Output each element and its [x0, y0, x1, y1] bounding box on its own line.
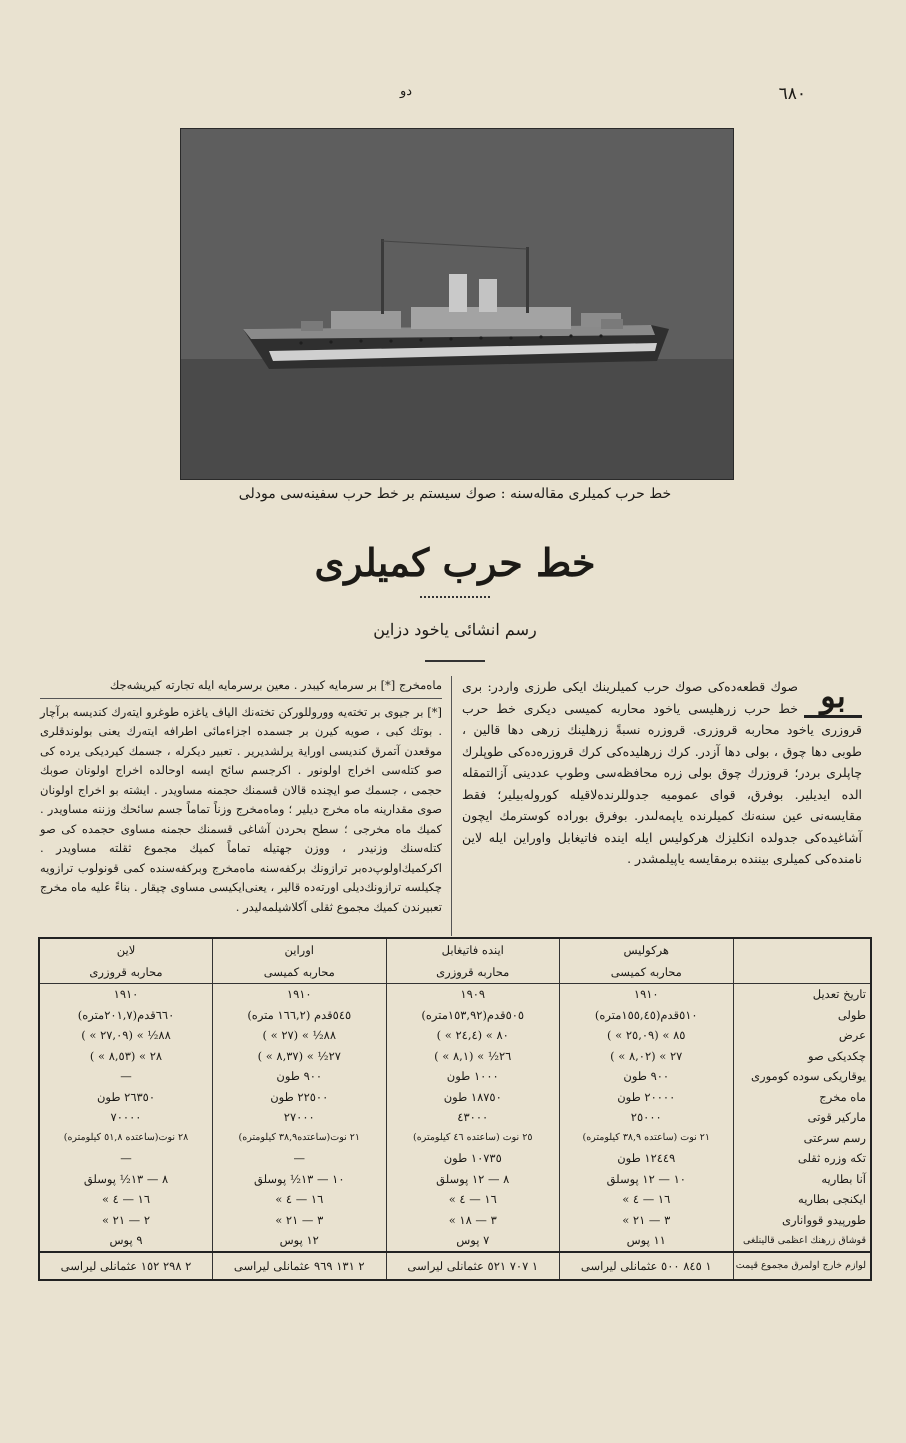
cell: ٢٧ » (٨,٠٢ » ) — [560, 1046, 734, 1067]
column-ship-type: محاربه كميسى — [213, 961, 387, 984]
cell: ١٠٠٠ طون — [386, 1066, 560, 1087]
cell: ٥٤٥قدم (١٦٦,٢ متره) — [213, 1005, 387, 1026]
cell: ٥١٠قدم(١٥٥,٤٥متره) — [560, 1005, 734, 1026]
footnote-line: [*] بر جيوى بر تخته‌يه ووروللوركن تخته‌نك الياف ياغزه طوغرو — [146, 704, 443, 719]
body-line: بوفرق، قواى عموميه جدوللرنده‌لاقيله كوروله‌بيلير؛ فقط مقايسه‌نى — [462, 786, 862, 823]
cell: ٢١ نوت (ساعتده ٣٨,٩ كيلومتره) — [560, 1128, 734, 1149]
cell: ١٦ — ٤ » — [39, 1189, 213, 1210]
body-line: ديكرى خط حرب قروزرى ياخود محاربه قروزرى. قروزره نسبةً — [462, 700, 862, 737]
table-row — [39, 1046, 871, 1067]
cell: ٨٨½ » (٢٧ » ) — [213, 1025, 387, 1046]
footnote-heading: ماه‌مخرج [*] بر سرمايه كيبدر . معين برسرمايه ايله تجارته كيريشه‌جك — [40, 676, 442, 699]
table-corner — [733, 938, 871, 961]
footnote-line: ايته‌رك كنديسه برآچار . بوتك كبى ، صويه كيرن بر جسمده اجزاءمائى — [40, 704, 443, 738]
row-label: طورپيدو قوواناری — [733, 1210, 871, 1231]
cell: ١١ پوس — [560, 1230, 734, 1252]
table-row — [39, 1230, 871, 1252]
footnote-line: مساوى چيقار . بناءً عليه ماه مخرج تعبيرندن كميك مجموع ثقلى آكلاشيلمه‌ليدر . — [40, 880, 442, 914]
table-row — [39, 1087, 871, 1108]
ship-comparison-table — [38, 937, 872, 1281]
cell: ٩٠٠ طون — [560, 1066, 734, 1087]
title-ornament — [420, 596, 490, 598]
table-row — [39, 1066, 871, 1087]
cell: ٧٠٠٠٠ — [39, 1107, 213, 1128]
cell: ٣ — ١٨ » — [386, 1210, 560, 1231]
footnote-column — [40, 676, 442, 917]
cell: ١٩١٠ — [560, 984, 734, 1005]
cell: ١٨٧٥٠ طون — [386, 1087, 560, 1108]
subtitle-ornament — [425, 660, 485, 662]
table-row — [39, 1169, 871, 1190]
table-row — [39, 1210, 871, 1231]
cell: ٤٣٠٠٠ — [386, 1107, 560, 1128]
row-label: ماركير قوتى — [733, 1107, 871, 1128]
table-row — [39, 1025, 871, 1046]
footnote-line: ماه مخرج ديلير ؛ وماه‌مخرج وزناً تماماً جسم سائحك وزننه مساويدر . — [40, 802, 370, 816]
table-body — [39, 984, 871, 1280]
table-subheader-row — [39, 961, 871, 984]
footnote-line: تعبير ديكرله ، جسمك كيرديكى يرده كى صو كتله‌سى اخراج اولونور . — [40, 743, 443, 777]
cell: ٢٦½ » (٨,١ » ) — [386, 1046, 560, 1067]
footnote-line: كميك ماه مخرجى ؛ سطح بحردن آشاغى قسمنك حجمنه مساوى — [120, 821, 442, 836]
column-ship-name: هركوليس — [560, 938, 734, 961]
cell: ٢٨ » (٨,٥٣ » ) — [39, 1046, 213, 1067]
page-number: ٦٨٠ — [778, 84, 806, 104]
battleship-illustration — [181, 129, 733, 479]
row-label: آنا بطاريه — [733, 1169, 871, 1190]
body-line: عين سنه‌نك كميلرنده ياپمه‌لىدر. بوفرق بوراده كوسترمك ايچون — [462, 808, 804, 823]
column-divider — [451, 676, 452, 936]
cell: ٨٨½ » (٢٧,٠٩ » ) — [39, 1025, 213, 1046]
footnote-line: مساويدر . اكركميك‌اولوپ‌ده‌بر ترازونك بركفه‌سنه ماه‌مخرج وبركفه‌سنده — [40, 841, 443, 875]
cell: ٢٨ نوت(ساعتده ٥١,٨ كيلومتره) — [39, 1128, 213, 1149]
column-ship-name: اوراين — [213, 938, 387, 961]
cell: ٢ — ٢١ » — [39, 1210, 213, 1231]
cell: ١٩٠٩ — [386, 984, 560, 1005]
column-ship-name: اينده فاتيغابل — [386, 938, 560, 961]
body-line: زرهلينك زرهى دها قالين ، طوبى دها چوق ، بولى دها آزدر. — [462, 722, 862, 759]
cell: — — [39, 1066, 213, 1087]
table-row — [39, 1005, 871, 1026]
cell: ٩ پوس — [39, 1230, 213, 1252]
column-ship-type: محاربه قروزرى — [39, 961, 213, 984]
table-row — [39, 1148, 871, 1169]
total-cell: ١ ٨٤٥ ٥٠٠ عثمانلى ليراسى — [560, 1252, 734, 1280]
cell: ٩٠٠ طون — [213, 1066, 387, 1087]
cell: ٢٥٠٠٠ — [560, 1107, 734, 1128]
cell: ٢٦٣٥٠ طون — [39, 1087, 213, 1108]
footnote-line: ايچنده قالان قسمنك حجمنه مساويدر . ايشته بو اخراج اولونان صوى مقدارينه — [40, 782, 442, 816]
cell: ٨٠ » (٢٤,٤ » ) — [386, 1025, 560, 1046]
cell: ٣ — ٢١ » — [560, 1210, 734, 1231]
figure-caption: خط حرب كميلرى مقاله‌سنه : صوك سيستم بر خط حرب سفينه‌سى مودلى — [238, 486, 672, 502]
table-total-row — [39, 1252, 871, 1280]
cell: ١٦ — ٤ » — [213, 1189, 387, 1210]
cell: ٢٧½ » (٨,٣٧ » ) — [213, 1046, 387, 1067]
body-line: آشاغيده‌كى جدولده انكليزك هركوليس ايله اينده فاتيغابل واوراين — [513, 829, 862, 845]
cell: — — [39, 1148, 213, 1169]
article-subtitle: رسم انشائى ياخود دزاين — [373, 620, 537, 639]
table-header-row — [39, 938, 871, 961]
article-title: خط حرب كميلرى — [314, 540, 596, 585]
row-label: عرض — [733, 1025, 871, 1046]
drop-cap: بو — [804, 676, 862, 718]
row-label: يوقاريكى سوده كومورى — [733, 1066, 871, 1087]
cell: ٧ پوس — [386, 1230, 560, 1252]
cell: ٨ — ١٣½ پوسلق — [39, 1169, 213, 1190]
cell: ١٦ — ٤ » — [560, 1189, 734, 1210]
body-line: ايله لاين نامنده‌كى كميلرى بيننده برمقايسه ياپيلمشدر . — [462, 829, 862, 866]
cell: ١٩١٠ — [39, 984, 213, 1005]
row-label: چكديكى صو — [733, 1046, 871, 1067]
column-ship-name: لاين — [39, 938, 213, 961]
footnote-line: اطرافه ايته‌رك يعنى بولوندقلرى موقعدن آتمرق كنديسى اوراية يرلشديرير . — [40, 724, 443, 758]
row-label: ايكنجى بطاريه — [733, 1189, 871, 1210]
cell: ٨٥ » (٢٥,٠٩ » ) — [560, 1025, 734, 1046]
cell: ١٠٧٣٥ طون — [386, 1148, 560, 1169]
cell: ٢٧٠٠٠ — [213, 1107, 387, 1128]
cell: ٢٢٥٠٠ طون — [213, 1087, 387, 1108]
table-row — [39, 984, 871, 1005]
cell: ٦٦٠قدم(٢٠١,٧متره) — [39, 1005, 213, 1026]
column-ship-type: محاربه كميسى — [560, 961, 734, 984]
cell: ٢٥ نوت (ساعتده ٤٦ كيلومتره) — [386, 1128, 560, 1149]
table-corner-sub — [733, 961, 871, 984]
body-line: كرك زرهليده‌كى كرك قروزره‌ده‌كى طوپلرك چاپلرى بردر؛ قروزرك — [462, 743, 862, 780]
cell: — — [213, 1148, 387, 1169]
cell: ٨ — ١٢ پوسلق — [386, 1169, 560, 1190]
cell: ٢١ نوت(ساعتده٣٨,٩ كيلومتره) — [213, 1128, 387, 1149]
total-cell: ٢ ٢٩٨ ١٥٢ عثمانلى ليراسى — [39, 1252, 213, 1280]
cell: ١٢٤٤٩ طون — [560, 1148, 734, 1169]
table-row — [39, 1128, 871, 1149]
cell: ١٦ — ٤ » — [386, 1189, 560, 1210]
row-label: قوشاق زرهنك اعظمى قالينلغى — [733, 1230, 871, 1252]
footnote-line: كمى قونولوب ترازويه چكيلسه ترازونك‌ديلى اورته‌ده قالير ، يعنى‌ايكيسى — [40, 860, 442, 894]
row-label: ماه مخرج — [733, 1087, 871, 1108]
total-cell: ١ ٧٠٧ ٥٢١ عثمانلى ليراسى — [386, 1252, 560, 1280]
total-cell: ٢ ١٣١ ٩٦٩ عثمانلى ليراسى — [213, 1252, 387, 1280]
cell: ١٠ — ١٢ پوسلق — [560, 1169, 734, 1190]
table-row — [39, 1189, 871, 1210]
row-label: رسم سرعتى — [733, 1128, 871, 1149]
footnote-line: اكرجسم سائح ايسه اوحالده اخراج اولونان صوبك حجمى ، جسمك صو — [40, 763, 443, 797]
cell: ٥٠٥قدم(١٥٣,٩٢متره) — [386, 1005, 560, 1026]
row-label: تاريخ تعديل — [733, 984, 871, 1005]
page-header-mark: دو — [400, 84, 413, 99]
table-row — [39, 1107, 871, 1128]
row-label: طولى — [733, 1005, 871, 1026]
column-ship-type: محاربه قروزرى — [386, 961, 560, 984]
total-label: لوازم خارج اولمرق مجموع قيمت — [733, 1252, 871, 1280]
row-label: تكه وزره ثقلى — [733, 1148, 871, 1169]
cell: ٣ — ٢١ » — [213, 1210, 387, 1231]
cell: ١٠ — ١٣½ پوسلق — [213, 1169, 387, 1190]
footnote-line: حجمده كى صو كتله‌سنك وزنيدر ، ووزن جهتيله تماماً كميك مجموع ثقلته — [40, 821, 443, 855]
battleship-model-photo — [180, 128, 734, 480]
body-line: چوق بولى زره محافظه‌سى وطوپ عددينى آزالتمقله الده ايديلير. — [462, 765, 862, 802]
cell: ١٩١٠ — [213, 984, 387, 1005]
cell: ١٢ پوس — [213, 1230, 387, 1252]
article-body-column — [462, 676, 862, 870]
body-line: صوك قطعه‌ده‌كى صوك حرب كميلرينك ايكى طرزى واردر: برى خط حرب زرهليسى ياخود محاربه كميسى — [462, 679, 799, 716]
cell: ٢٠٠٠٠ طون — [560, 1087, 734, 1108]
